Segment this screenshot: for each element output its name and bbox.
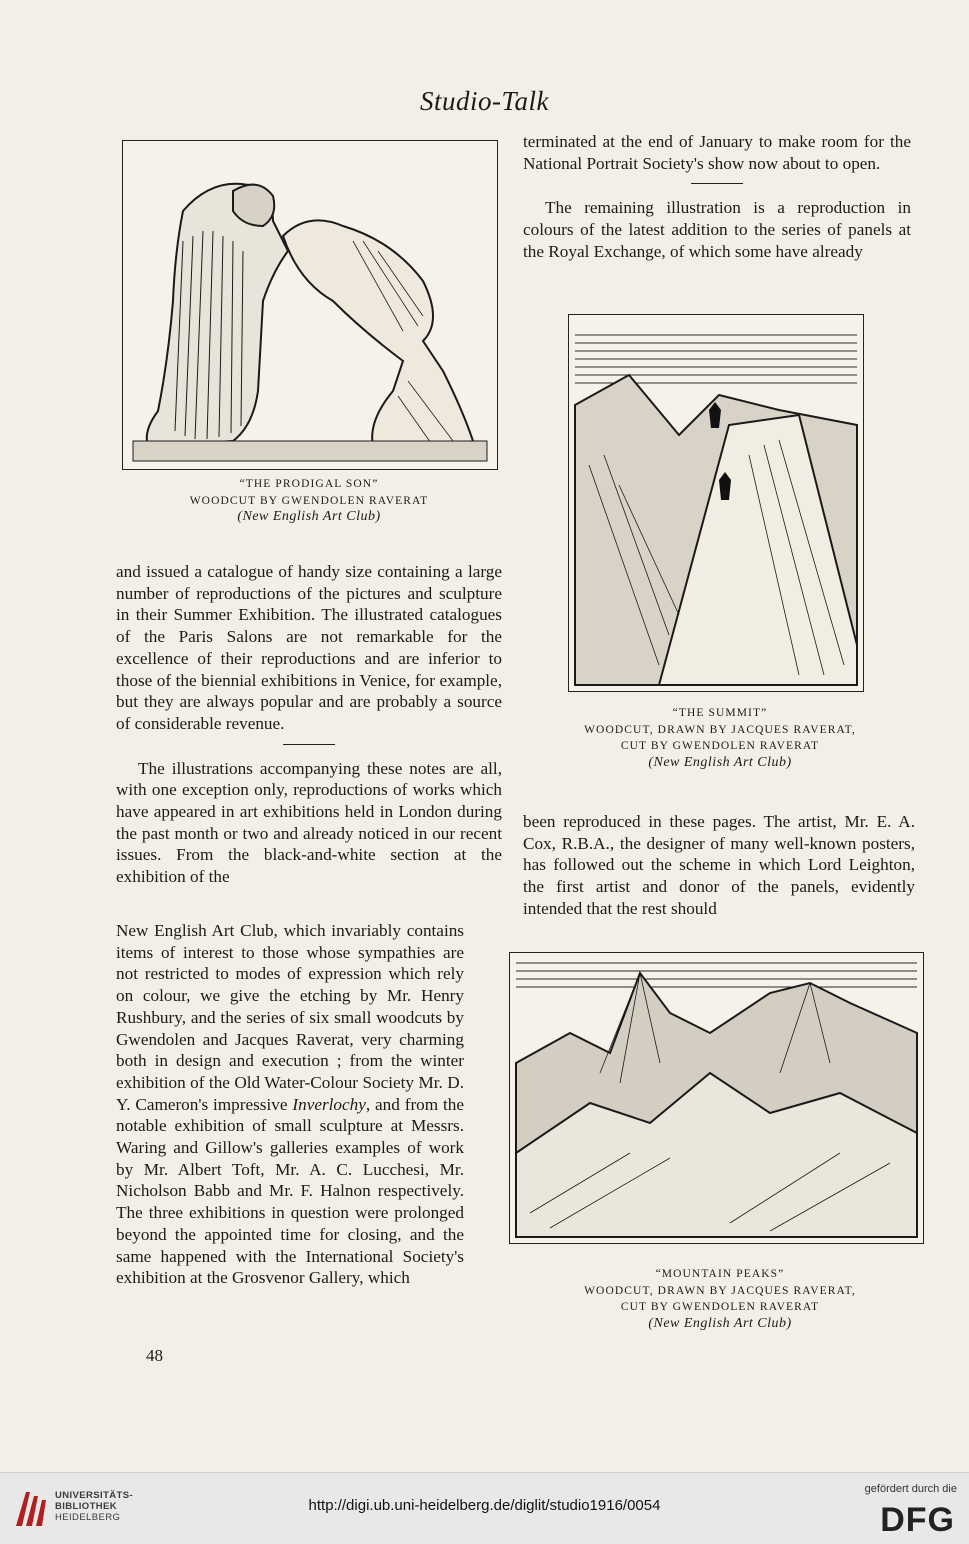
- caption-source: (New English Art Club): [648, 1315, 792, 1331]
- caption-credit-line: CUT BY GWENDOLEN RAVERAT: [620, 740, 820, 752]
- section-rule: [691, 183, 743, 184]
- caption-credit-line: WOODCUT BY GWENDOLEN RAVERAT: [189, 494, 429, 507]
- caption-credit-line: WOODCUT, DRAWN BY JACQUES RAVERAT,: [584, 1284, 856, 1297]
- artwork-title: Inverlochy: [292, 1094, 366, 1114]
- permalink-url[interactable]: http://digi.ub.uni-heidelberg.de/diglit/studio1916/0054: [308, 1497, 661, 1514]
- text-run: , and from the notable exhibition of small sculpture at Messrs. Waring and Gillow's galleries examples of work by Mr. Albert Toft, Mr. A. C. Lucchesi, Mr. Nicholson Babb and Mr. F. Halnon respectively. The three exhibitions in question were prolonged beyond the appointed time for closing, and the same happened with the International Society's exhibition at the Grosvenor Gallery, which: [116, 1094, 464, 1288]
- summit-woodcut: [568, 314, 864, 692]
- prodigal-son-caption: [122, 476, 496, 526]
- library-name-line: HEIDELBERG: [55, 1512, 121, 1523]
- prodigal-son-woodcut: [122, 140, 498, 470]
- right-column-middle: [523, 811, 915, 920]
- text-run: New English Art Club, which invariably contains items of interest to those whose sympathies are not restricted to modes of expression which rely on colour, we give the etching by Mr. Henry Rushbury, and the series of six small woodcuts by Gwendolen and Jacques Raverat, very charming both in design and execution ; from the winter exhibition of the Old Water-Colour Society Mr. D. Y. Cameron's impressive: [116, 921, 464, 1114]
- funded-by-label: gefördert durch die: [864, 1483, 957, 1495]
- caption-title: “THE SUMMIT”: [672, 707, 768, 719]
- paragraph: been reproduced in these pages. The artist, Mr. E. A. Cox, R.B.A., the designer of many well-known posters, has followed out the scheme in which Lord Leighton, the first artist and donor of the panels, evidently intended that the rest should: [523, 812, 915, 918]
- mountain-peaks-caption: [560, 1266, 880, 1332]
- library-name-line: BIBLIOTHEK: [55, 1501, 118, 1512]
- mountain-peaks-woodcut: [509, 952, 924, 1244]
- viewer-footer: [0, 1472, 969, 1544]
- caption-source: (New English Art Club): [648, 754, 792, 770]
- library-name-line: UNIVERSITÄTS-: [55, 1490, 134, 1501]
- caption-title: “THE PRODIGAL SON”: [239, 478, 379, 490]
- paragraph: The illustrations accompanying these notes are all, with one exception only, reproductions of works which have appeared in art exhibitions held in London during the past month or two and already noticed in our recent issues. From the black-and-white section at the exhibition of the: [116, 758, 502, 887]
- paragraph-continued: [116, 920, 464, 1289]
- section-rule: [283, 744, 335, 745]
- mountain-peaks-image: [510, 953, 923, 1243]
- caption-credit-line: WOODCUT, DRAWN BY JACQUES RAVERAT,: [584, 723, 856, 736]
- caption-title: “MOUNTAIN PEAKS”: [655, 1268, 785, 1280]
- summit-caption: [560, 705, 880, 771]
- left-column-lower: [116, 920, 464, 1289]
- caption-credit-line: CUT BY GWENDOLEN RAVERAT: [620, 1301, 820, 1313]
- running-header: Studio-Talk: [419, 86, 550, 116]
- page-number: 48: [146, 1346, 163, 1365]
- paragraph: and issued a catalogue of handy size containing a large number of reproductions of the pictures and sculpture in their Summer Exhibition. The illustrated catalogues of the Paris Salons are not remarkable for the excellence of their reproductions and are inferior to those of the biennial exhibitions in Venice, for example, but they are always popular and are probably a source of considerable revenue.: [116, 562, 502, 733]
- caption-source: (New English Art Club): [237, 509, 381, 524]
- dfg-logo: DFG: [880, 1501, 955, 1539]
- right-column-top: [523, 131, 911, 263]
- paragraph: terminated at the end of January to make room for the National Portrait Society's show now about to open.: [523, 132, 911, 173]
- summit-image: [569, 315, 863, 691]
- prodigal-son-image: [123, 141, 497, 469]
- paragraph: The remaining illustration is a reproduction in colours of the latest addition to the series of panels at the Royal Exchange, of which some have already: [523, 198, 911, 261]
- left-column-upper: [116, 561, 502, 888]
